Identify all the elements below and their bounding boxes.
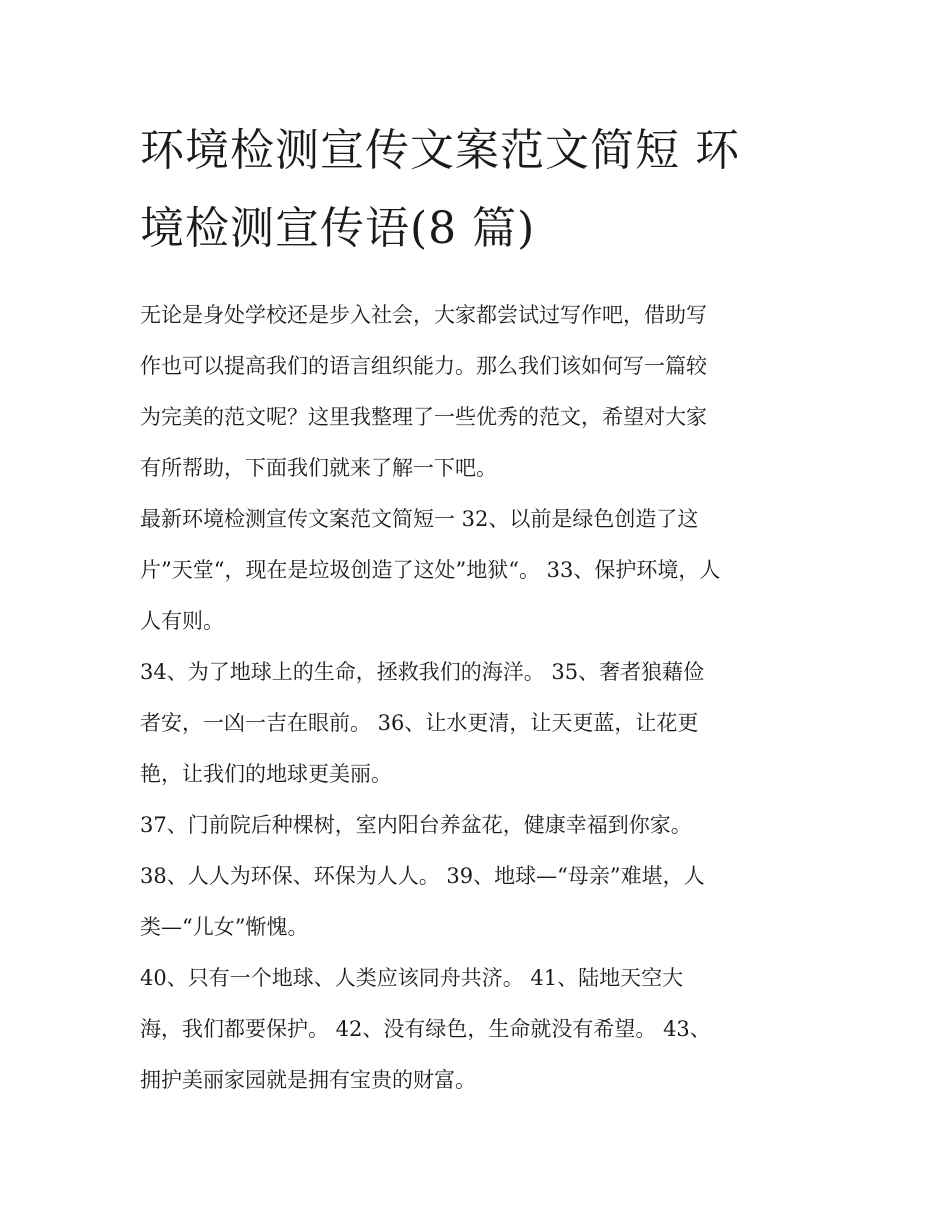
text-line: 拥护美丽家园就是拥有宝贵的财富。 [140, 1068, 476, 1092]
slogan-paragraph-1 [140, 494, 820, 647]
document-title [140, 112, 820, 268]
text-line: 有所帮助，下面我们就来了解一下吧。 [140, 456, 497, 480]
text-line: 海，我们都要保护。 42、没有绿色，生命就没有希望。 43、 [140, 1017, 711, 1041]
text-line: 人有则。 [140, 609, 224, 633]
slogan-paragraph-4 [140, 851, 820, 953]
intro-paragraph [140, 290, 820, 494]
text-line: 为完美的范文呢？这里我整理了一些优秀的范文，希望对大家 [140, 405, 707, 429]
title-line-1: 环境检测宣传文案范文简短 环 [140, 125, 740, 176]
text-line: 最新环境检测宣传文案范文简短一 32、以前是绿色创造了这 [140, 507, 699, 531]
slogan-paragraph-5 [140, 953, 820, 1106]
text-line: 者安，一凶一吉在眼前。 36、让水更清，让天更蓝，让花更 [140, 711, 699, 735]
title-line-2: 境检测宣传语(8 篇) [140, 203, 536, 254]
document-page [140, 112, 820, 1106]
text-line: 40、只有一个地球、人类应该同舟共济。 41、陆地天空大 [140, 966, 684, 990]
text-line: 无论是身处学校还是步入社会，大家都尝试过写作吧，借助写 [140, 303, 707, 327]
text-line: 37、门前院后种棵树，室内阳台养盆花，健康幸福到你家。 [140, 813, 692, 837]
text-line: 38、人人为环保、环保为人人。 39、地球—“母亲”难堪，人 [140, 864, 705, 888]
text-line: 片”天堂“，现在是垃圾创造了这处”地狱“。 33、保护环境，人 [140, 558, 721, 582]
text-line: 34、为了地球上的生命，拯救我们的海洋。 35、奢者狼藉俭 [140, 660, 705, 684]
text-line: 类—“儿女”惭愧。 [140, 915, 309, 939]
slogan-paragraph-3 [140, 800, 820, 851]
text-line: 艳，让我们的地球更美丽。 [140, 762, 392, 786]
slogan-paragraph-2 [140, 647, 820, 800]
text-line: 作也可以提高我们的语言组织能力。那么我们该如何写一篇较 [140, 354, 707, 378]
